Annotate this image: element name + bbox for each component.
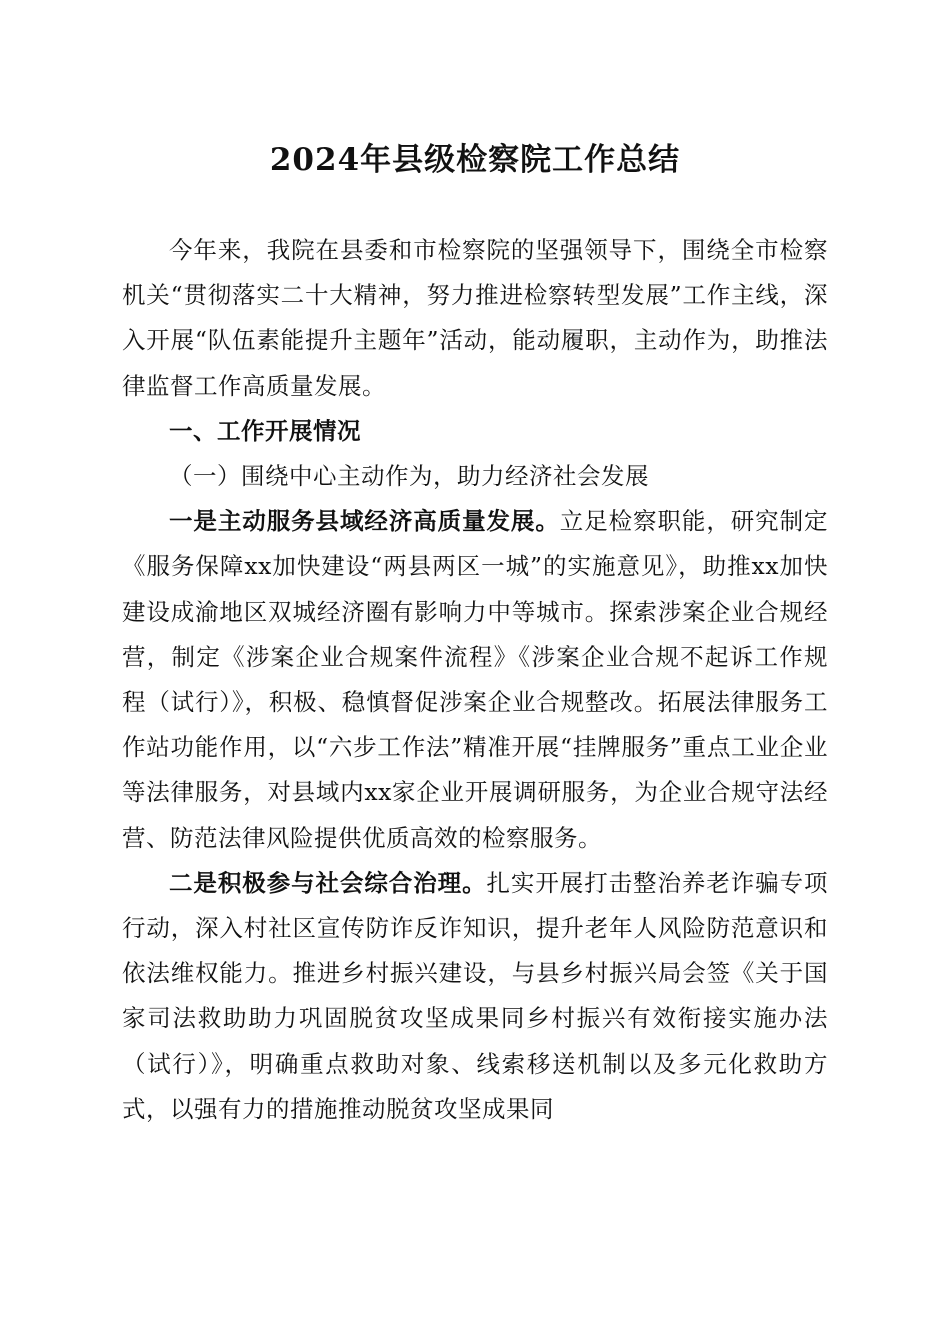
paragraph-lead: 一是主动服务县域经济高质量发展。: [169, 507, 560, 536]
body-paragraph-1: [122, 499, 828, 861]
intro-paragraph: 今年来，我院在县委和市检察院的坚强领导下，围绕全市检察机关“贯彻落实二十大精神，努力推进检察转型发展”工作主线，深入开展“队伍素能提升主题年”活动，能动履职，主动作为，助推法律监督工作高质量发展。: [122, 236, 828, 400]
section-heading: 一、工作开展情况: [169, 416, 361, 445]
paragraph-text: 立足检察职能，研究制定《服务保障xx加快建设“两县两区一城”的实施意见》，助推xx加快建设成渝地区双城经济圈有影响力中等城市。探索涉案企业合规经营，制定《涉案企业合规案件流程》《涉案企业合规不起诉工作规程（试行）》，积极、稳慎督促涉案企业合规整改。拓展法律服务工作站功能作用，以“六步工作法”精准开展“挂牌服务”重点工业企业等法律服务，对县域内xx家企业开展调研服务，为企业合规守法经营、防范法律风险提供优质高效的检察服务。: [122, 507, 829, 852]
subsection-heading: （一）围绕中心主动作为，助力经济社会发展: [169, 462, 649, 491]
paragraph-text: 扎实开展打击整治养老诈骗专项行动，深入村社区宣传防诈反诈知识，提升老年人风险防范意识和依法维权能力。推进乡村振兴建设，与县乡村振兴局会签《关于国家司法救助助力巩固脱贫攻坚成果同乡村振兴有效衔接实施办法（试行）》，明确重点救助对象、线索移送机制以及多元化救助方式，以强有力的措施推动脱贫攻坚成果同: [122, 868, 828, 1123]
body-paragraph-2: [122, 861, 828, 1132]
document-body: [122, 228, 828, 1132]
document-title: 2024年县级检察院工作总结: [269, 142, 681, 178]
paragraph-lead: 二是积极参与社会综合治理。: [169, 868, 487, 897]
